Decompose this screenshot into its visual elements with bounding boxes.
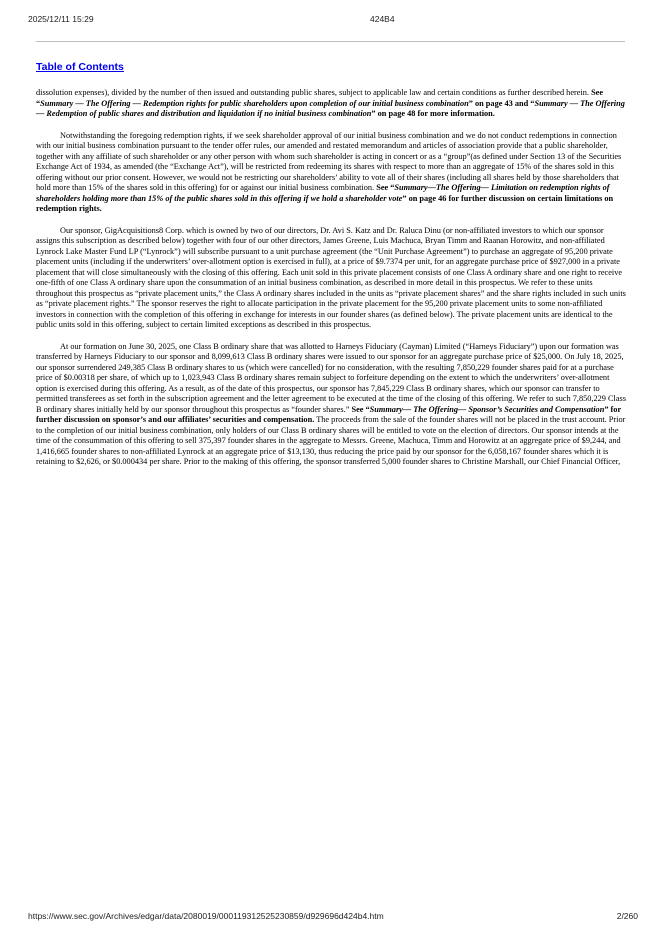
text: See “: [376, 183, 395, 192]
text: ” on page 48 for more information.: [371, 109, 495, 118]
text: dissolution expenses), divided by the number of then issued and outstanding public shares, subject to applicable law and certain conditions as further described herein.: [36, 88, 592, 97]
cross-reference: Summary — The Offering — Redemption rights for public shareholders upon completion of our initial business combination: [40, 98, 469, 108]
text: ” for further discussion on sponsor’s and our affiliates’ securities and compensation.: [36, 404, 621, 424]
text: Notwithstanding the foregoing redemption rights, if we seek shareholder approval of our initial business combination and we do not conduct redemptions in connection with our initial business combination pursuant to the tender offer rules, our amended and restated memorandum and articles of association provide that a public shareholder, together with any affiliate of such shareholder or any other person with whom such shareholder is acting in concert or as a “group”(as defined under Section 13 of the Securities Exchange Act of 1934, as amended (the “Exchange Act”), will be restricted from redeeming its shares with respect to more than an aggregate of 15% of the shares sold in this offering without our prior consent. However, we would not be restricting our shareholders’ ability to vote all of their shares (including all shares held by those shareholders that hold more than 15% of the shares sold in this offering) for or against our initial business combination.: [36, 130, 622, 192]
table-of-contents-link[interactable]: Table of Contents: [36, 61, 124, 73]
text: At our formation on June 30, 2025, one Class B ordinary share that was allotted to Harneys Fiduciary (Cayman) Limited (“Harneys Fiduciary”) upon our formation was transferred by Harneys Fiduciary to our sponsor and 8,099,613 Class B ordinary shares were issued to our sponsor for an aggregate purchase price of $25,000. On July 18, 2025, our sponsor surrendered 249,385 Class B ordinary shares to us (which were cancelled) for no consideration, with the resulting 7,850,229 founder shares paid for at a purchase price of $0.00318 per share, of which up to 1,023,943 Class B ordinary shares remain subject to forfeiture depending on the extent to which the underwriters’ over-allotment option is exercised during this offering. As a result, as of the date of this prospectus, our sponsor has 7,845,229 Class B ordinary shares, which our sponsor can transfer to permitted transferees as set forth in the subscription agreement and the letter agreement to be executed at the time of the closing of this offering. We refer to such 7,850,229 Class B ordinary shares initially held by our sponsor throughout this prospectus as “founder shares.”: [36, 341, 626, 414]
document-title: 424B4: [370, 14, 395, 24]
paragraph-sponsor-private-placement: Our sponsor, GigAcquisitions8 Corp. which is owned by two of our directors, Dr. Avi S. Katz and Dr. Raluca Dinu (or non-affiliated investors to which our sponsor assigns this subscription as described below) together with four of our other directors, James Greene, Luis Machuca, Bryan Timm and Raanan Horowitz, and non-affiliated Lynrock Lake Master Fund LP (“Lynrock”) will subscribe pursuant to a unit purchase agreement (the “Unit Purchase Agreement”) to purchase an aggregate of 95,200 private placement units (including if the underwriters’ over-allotment option is exercised in full), at a price of $9.7374 per unit, for an aggregate purchase price of $927,000 in a private placement that will close simultaneously with the closing of this offering. Each unit sold in this private placement consists of one Class A ordinary share and one right to receive one-fifth of one Class A ordinary share upon the consummation of an initial business combination, as described in more detail in this prospectus. We refer to these units throughout this prospectus as “private placement units,” the Class A ordinary shares included in the units as “private placement shares” and the share rights included in such units as “private placement rights.” The sponsor reserves the right to allocate participation in the private placement for the 95,200 private placement units to some non-affiliated investors in connection with the completion of this offering in exchange for interests in our founder shares (as defined below). The private placement units are identical to the public units sold in this offering, subject to certain limited exceptions as described in this prospectus.: [36, 225, 626, 329]
page-url: https://www.sec.gov/Archives/edgar/data/2080019/000119312525230859/d929696d424b4.htm: [28, 911, 384, 921]
paragraph-redemption-limit: [36, 131, 626, 215]
text: ” on page 43 and “: [468, 98, 535, 108]
print-datetime: 2025/12/11 15:29: [28, 14, 94, 24]
text: The proceeds from the sale of the founder shares will not be placed in the trust account. Prior to the completion of our initial business combination, only holders of our Class B ordinary shares will be entitled to vote on the election of directors. Our sponsor intends at the time of the consummation of this offering to sell 375,397 founder shares in the aggregate to Messrs. Greene, Machuca, Timm and Horowitz at an aggregate price of $9,244, and 1,416,665 founder shares to non-affiliated Lynrock at an aggregate price of $13,130, thus reducing the price paid by our sponsor for the 6,058,167 founder shares which it is retaining to $2,626, or $0.000434 per share. Prior to the making of this offering, the sponsor transferred 5,000 founder shares to Christine Marshall, our Chief Financial Officer,: [36, 415, 626, 466]
page-number: 2/260: [616, 911, 638, 921]
header-divider: [36, 41, 625, 42]
text: ” on page 46 for further discussion on certain limitations on redemption rights.: [36, 193, 614, 213]
paragraph-founder-shares: [36, 342, 626, 468]
text: See “: [36, 88, 604, 108]
cross-reference: Summary — The Offering — Redemption of public shares and distribution and liquidation if no initial business combination: [36, 98, 625, 118]
text: See “: [351, 404, 370, 414]
cross-reference: Summary— The Offering— Sponsor’s Securities and Compensation: [369, 404, 605, 414]
document-body: [36, 88, 626, 479]
cross-reference: Summary—The Offering— Limitation on redemption rights of shareholders holding more than 15% of the public shares sold in this offering if we hold a shareholder vote: [36, 183, 610, 203]
paragraph-redemption-summary: [36, 88, 626, 120]
